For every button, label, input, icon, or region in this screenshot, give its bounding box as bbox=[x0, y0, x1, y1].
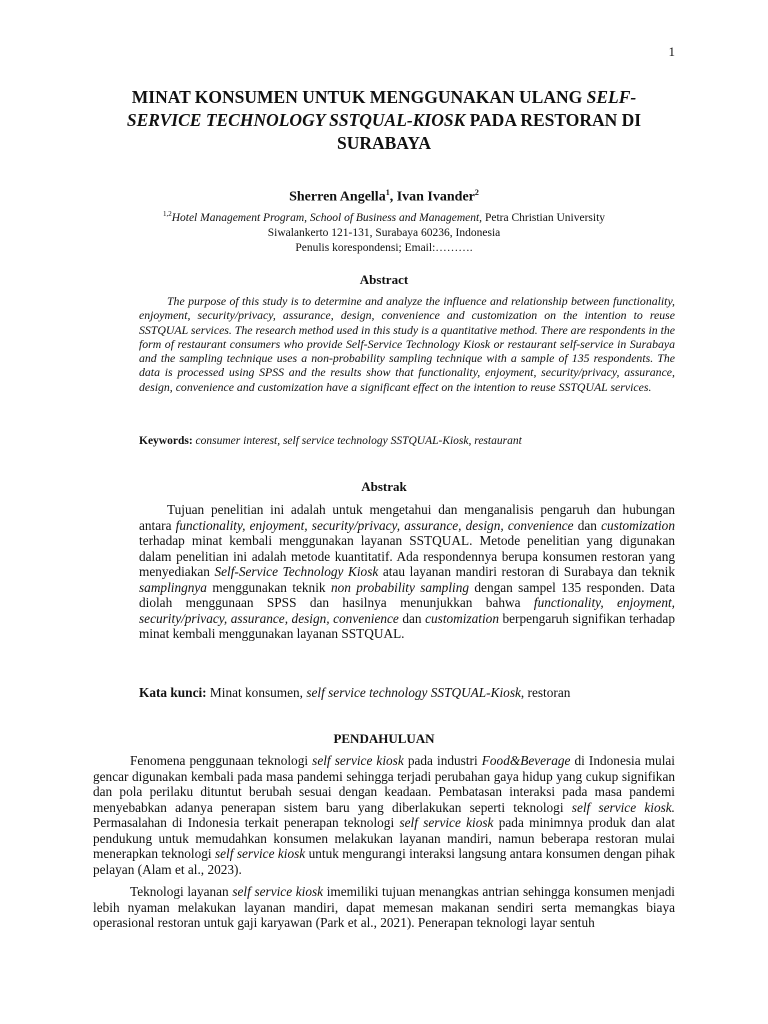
abstract-indonesian bbox=[139, 502, 675, 642]
abstrak-text: dengan sampel 135 responden. Data diolah menggunaan SPSS dan hasilnya menunjukkan bahwa bbox=[139, 579, 675, 610]
keywords-label: Keywords: bbox=[139, 435, 193, 447]
intro-paragraph-2 bbox=[93, 884, 675, 931]
keywords-text: consumer interest, self service technology SSTQUAL-Kiosk, restaurant bbox=[192, 435, 522, 447]
affiliation-line bbox=[0, 207, 768, 226]
affiliation-sup: 1,2 bbox=[162, 210, 172, 218]
body-text: pada industri bbox=[403, 753, 482, 768]
paper-title bbox=[100, 86, 668, 155]
body-text-italic: self service kiosk bbox=[399, 815, 494, 830]
keywords-english bbox=[139, 435, 679, 447]
body-text: di Indonesia mulai gencar digunakan kembali pada masa pandemi sehingga terjadi perubahan gaya hidup yang cukup signifikan dan pola perilaku dituntut berubah sesuai dengan keadaan. Pembatasan interaksi pada masa pandemi menyebabkan adanya penerapan sistem baru yang diberlakukan seperti teknologi bbox=[93, 753, 675, 815]
affiliation-block bbox=[0, 207, 768, 256]
author-1-sup: 1 bbox=[385, 188, 390, 197]
abstrak-text-italic: functionality, enjoyment, security/privacy, assurance, design, convenience bbox=[139, 595, 676, 626]
author-separator: , bbox=[389, 189, 397, 205]
abstrak-text-italic: Self-Service Technology Kiosk bbox=[214, 564, 379, 579]
abstract-english: The purpose of this study is to determine and analyze the influence and relationship between functionality, enjoyment, security/privacy, assurance, design, convenience and customization on the intention to reuse SSTQUAL services. The research method used in this study is a quantitative method. There are respondents in the form of restaurant consumers who provide Self-Service Technology Kiosk or restaurant self-service in Surabaya and the sampling technique uses a non-probability sampling technique with a sample of 135 respondents. The data is processed using SPSS and the results show that functionality, enjoyment, security/privacy, assurance, design, convenience and customization have a significant effect on the intention to reuse SSTQUAL services. bbox=[139, 294, 675, 394]
author-list bbox=[0, 188, 768, 206]
body-text: Fenomena penggunaan teknologi bbox=[130, 753, 313, 768]
abstrak-heading: Abstrak bbox=[361, 479, 407, 494]
abstrak-text: berpengaruh signifikan terhadap minat kembali menggunakan layanan SSTQUAL. bbox=[139, 610, 675, 641]
page-number: 1 bbox=[668, 44, 675, 59]
kata-kunci-text: , restoran bbox=[520, 685, 571, 700]
kata-kunci-label: Kata kunci: bbox=[139, 685, 207, 700]
title-part-2: SELF-SERVICE TECHNOLOGY SSTQUAL-KIOSK bbox=[126, 87, 637, 130]
body-text-italic: self service kiosk bbox=[232, 884, 324, 899]
body-text-italic: self service kiosk bbox=[214, 846, 306, 861]
body-text: untuk mengurangi interaksi langsung antara konsumen dengan pihak pelayan (Alam et al., 2023). bbox=[93, 846, 675, 877]
abstrak-text: atau layanan mandiri restoran di Surabaya dan teknik bbox=[378, 564, 675, 579]
body-text-italic: self service kiosk. bbox=[571, 799, 675, 815]
abstract-heading: Abstract bbox=[359, 272, 409, 287]
abstrak-text: Tujuan penelitian ini adalah untuk mengetahui dan menganalisis pengaruh dan hubungan antara bbox=[139, 502, 675, 533]
body-text: pada minimnya produk dan alat pendukung untuk memudahkan konsumen melakukan layanan mandiri, namun beberapa restoran mulai menerapkan teknologi bbox=[93, 815, 675, 861]
abstrak-text: dan bbox=[573, 517, 602, 533]
intro-paragraph-1 bbox=[93, 753, 675, 877]
body-text: imemiliki tujuan menangkas antrian sehingga konsumen menjadi lebih nyaman melakukan layanan mandiri, dapat memesan makanan sendiri serta memangkas biaya operasional restoran untuk gaji karyawan (Park et al., 2021). Penerapan teknologi layar sentuh bbox=[93, 884, 675, 930]
abstrak-text-italic: functionality, enjoyment, security/privacy, assurance, design, convenience bbox=[175, 517, 574, 533]
keywords-indonesian bbox=[139, 685, 679, 701]
abstrak-text: menggunakan teknik bbox=[206, 579, 331, 595]
abstrak-text: dan bbox=[398, 610, 426, 626]
body-text-italic: self service kiosk bbox=[312, 753, 404, 768]
affiliation-address: Siwalankerto 121-131, Surabaya 60236, Indonesia bbox=[267, 226, 501, 239]
abstrak-text: terhadap minat kembali menggunakan layanan SSTQUAL. Metode penelitian yang digunakan dalam penelitian ini adalah metode kuantitatif. Ada respondennya berupa konsumen restoran yang menyediakan bbox=[139, 533, 675, 579]
affiliation-university: Petra Christian University bbox=[482, 211, 606, 224]
body-text: Permasalahan di Indonesia terkait penerapan teknologi bbox=[93, 815, 400, 830]
author-2: Ivan Ivander bbox=[396, 189, 475, 205]
author-1: Sherren Angella bbox=[289, 189, 386, 205]
abstrak-text-italic: samplingnya bbox=[139, 579, 207, 595]
kata-kunci-text-italic: self service technology SSTQUAL-Kiosk bbox=[306, 685, 521, 700]
kata-kunci-text: Minat konsumen, bbox=[206, 685, 307, 700]
affiliation-program: Hotel Management Program, School of Business and Management, bbox=[171, 211, 483, 224]
body-text: Teknologi layanan bbox=[130, 884, 233, 899]
abstrak-text-italic: customization bbox=[601, 517, 675, 533]
title-part-1: MINAT KONSUMEN UNTUK MENGGUNAKAN ULANG bbox=[131, 87, 587, 107]
section-heading-pendahuluan: PENDAHULUAN bbox=[333, 731, 435, 746]
abstrak-text-italic: customization bbox=[425, 610, 499, 626]
abstrak-text-italic: non probability sampling bbox=[330, 579, 470, 595]
body-text-italic: Food&Beverage bbox=[481, 753, 571, 768]
correspondence-line: Penulis korespondensi; Email:………. bbox=[295, 241, 473, 254]
author-2-sup: 2 bbox=[474, 188, 479, 197]
title-part-3: PADA RESTORAN DI SURABAYA bbox=[336, 110, 642, 153]
